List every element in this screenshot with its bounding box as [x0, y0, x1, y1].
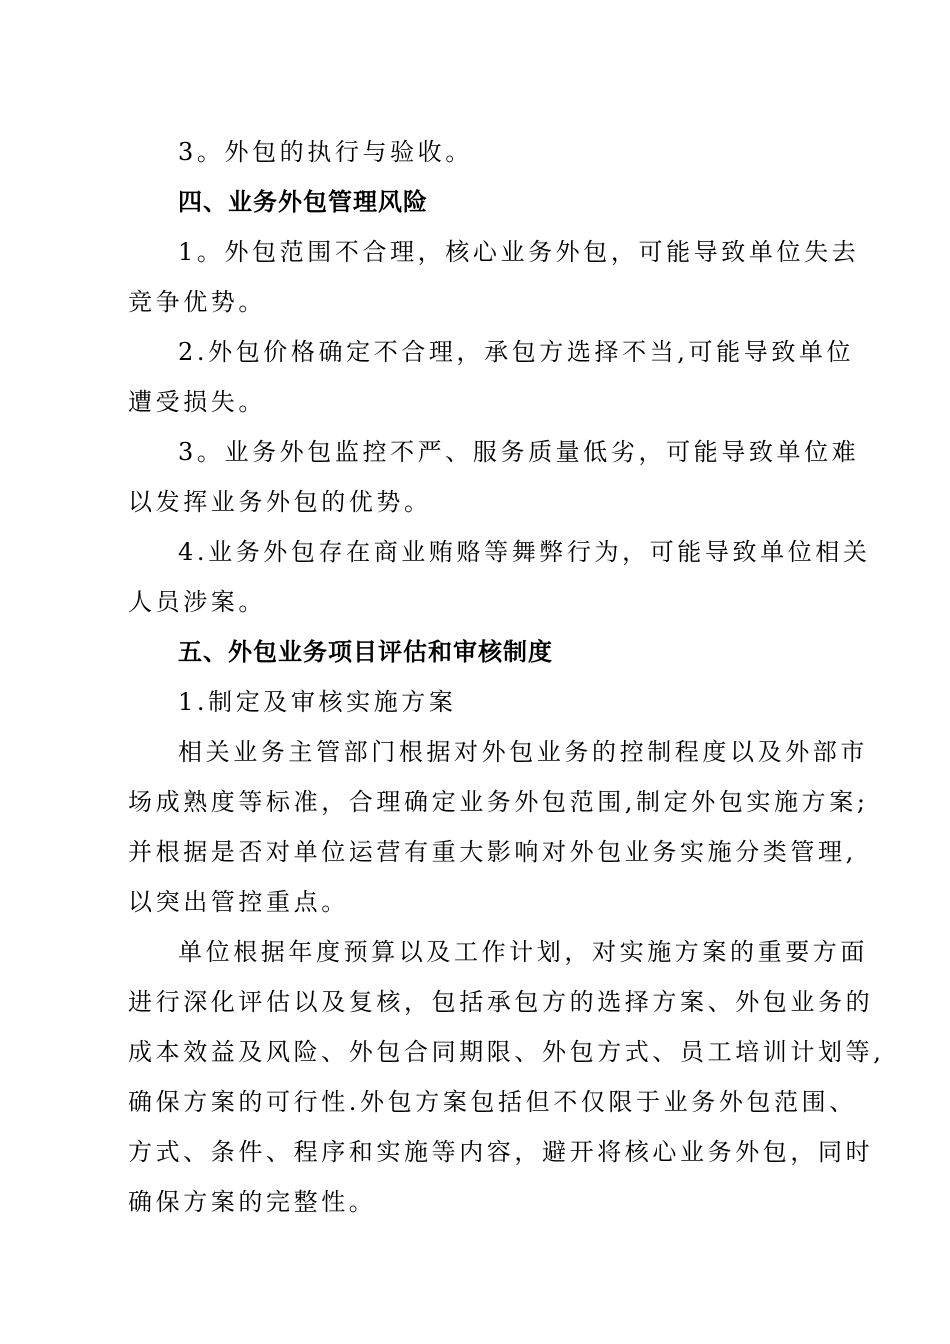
- paragraph-2-line-5: 方式、条件、程序和实施等内容，避开将核心业务外包，同时: [128, 1138, 874, 1166]
- paragraph-1-line-3: 并根据是否对单位运营有重大影响对外包业务实施分类管理,: [128, 838, 857, 866]
- risk-item-2-line-2: 遭受损失。: [128, 388, 266, 416]
- risk-item-1-line-2: 竞争优势。: [128, 288, 266, 316]
- paragraph-2-line-6: 确保方案的完整性。: [128, 1188, 377, 1216]
- paragraph-1-line-4: 以突出管控重点。: [128, 888, 349, 916]
- paragraph-2-line-1: 单位根据年度预算以及工作计划，对实施方案的重要方面: [178, 938, 868, 966]
- paragraph-2-line-4: 确保方案的可行性.外包方案包括但不仅限于业务外包范围、: [128, 1088, 857, 1116]
- paragraph-2-line-2: 进行深化评估以及复核，包括承包方的选择方案、外包业务的: [128, 988, 874, 1016]
- risk-item-4-line-2: 人员涉案。: [128, 588, 266, 616]
- risk-item-3-line-2: 以发挥业务外包的优势。: [128, 488, 432, 516]
- section-heading-assessment: 五、外包业务项目评估和审核制度: [178, 638, 553, 666]
- risk-item-1-line-1: 1。外包范围不合理，核心业务外包，可能导致单位失去: [178, 238, 860, 266]
- paragraph-2-line-3: 成本效益及风险、外包合同期限、外包方式、员工培训计划等,: [128, 1038, 885, 1066]
- subsection-heading-plan: 1.制定及审核实施方案: [178, 688, 457, 716]
- list-item-outsourcing-execution: 3。外包的执行与验收。: [178, 138, 473, 166]
- paragraph-1-line-2: 场成熟度等标准，合理确定业务外包范围,制定外包实施方案;: [128, 788, 869, 816]
- paragraph-1-line-1: 相关业务主管部门根据对外包业务的控制程度以及外部市: [178, 738, 868, 766]
- risk-item-3-line-1: 3。业务外包监控不严、服务质量低劣，可能导致单位难: [178, 438, 860, 466]
- section-heading-risks: 四、业务外包管理风险: [178, 188, 428, 216]
- risk-item-2-line-1: 2.外包价格确定不合理，承包方选择不当,可能导致单位: [178, 338, 855, 366]
- risk-item-4-line-1: 4.业务外包存在商业贿赂等舞弊行为，可能导致单位相关: [178, 538, 871, 566]
